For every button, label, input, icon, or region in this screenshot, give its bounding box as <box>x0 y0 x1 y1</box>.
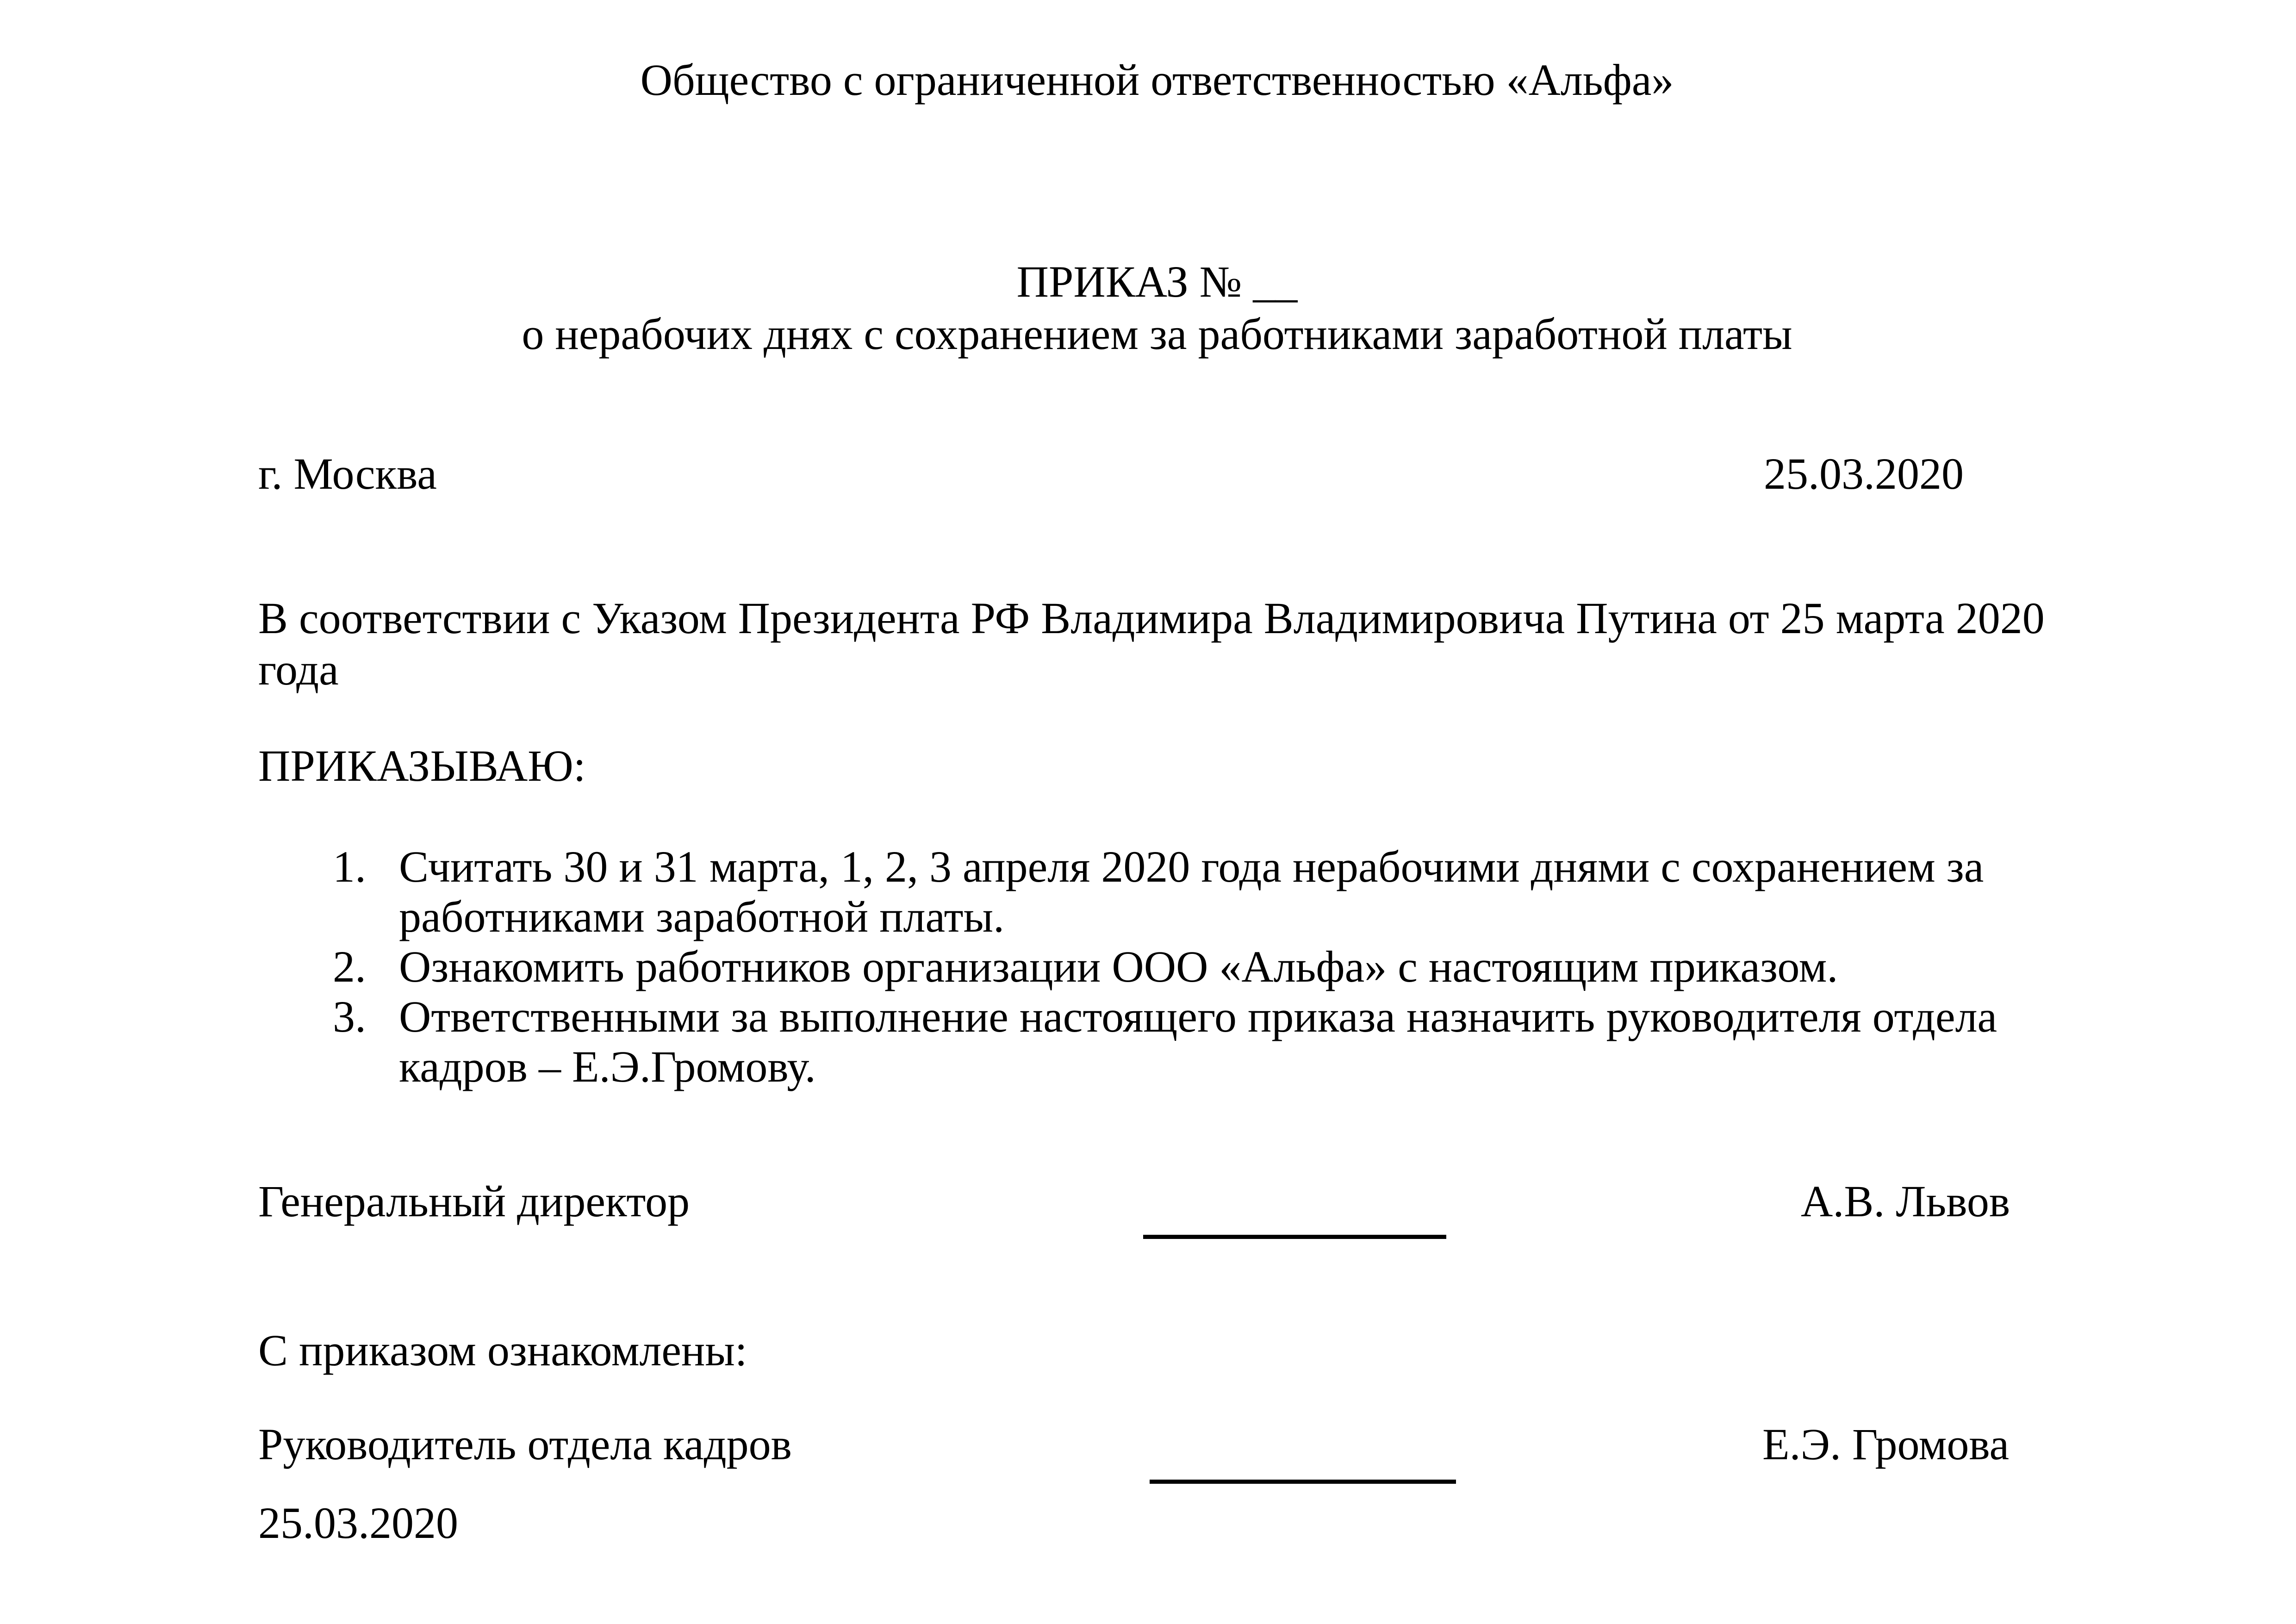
list-item-3-line-1 <box>333 992 1997 1041</box>
list-item-2-text: Ознакомить работников организации ООО «Альфа» с настоящим приказом. <box>399 942 1838 991</box>
hr-signature-line <box>1150 1480 1456 1484</box>
director-name: А.В. Львов <box>1801 1176 2010 1226</box>
list-item-1-number: 1. <box>333 842 366 891</box>
list-item-1-line-1 <box>333 842 1984 891</box>
director-title: Генеральный директор <box>258 1176 690 1226</box>
list-item-3-line-2: кадров – Е.Э.Громову. <box>399 1042 816 1091</box>
hr-title: Руководитель отдела кадров <box>258 1419 792 1469</box>
list-item-3-text: Ответственными за выполнение настоящего приказа назначить руководителя отдела <box>399 992 1997 1041</box>
acknowledged-label: С приказом ознакомлены: <box>258 1325 747 1375</box>
list-item-1-line-2: работниками заработной платы. <box>399 892 1005 941</box>
list-item-1-text: Считать 30 и 31 марта, 1, 2, 3 апреля 2020 года нерабочими днями с сохранением за <box>399 842 1984 891</box>
list-item-3-number: 3. <box>333 992 366 1041</box>
order-subtitle: о нерабочих днях с сохранением за работниками заработной платы <box>522 309 1792 359</box>
director-signature-line <box>1143 1235 1446 1239</box>
footer-date: 25.03.2020 <box>258 1498 458 1548</box>
intro-line-1: В соответствии с Указом Президента РФ Владимира Владимировича Путина от 25 марта 2020 <box>258 593 2045 643</box>
order-word: ПРИКАЗЫВАЮ: <box>258 741 586 790</box>
city: г. Москва <box>258 449 437 498</box>
list-item-2-line-1 <box>333 942 1838 991</box>
intro-line-2: года <box>258 645 339 694</box>
order-date: 25.03.2020 <box>1764 449 1964 498</box>
hr-name: Е.Э. Громова <box>1762 1419 2010 1469</box>
order-title: ПРИКАЗ № __ <box>1016 257 1298 306</box>
list-item-2-number: 2. <box>333 942 366 991</box>
org-name: Общество с ограниченной ответственностью «Альфа» <box>640 55 1674 105</box>
